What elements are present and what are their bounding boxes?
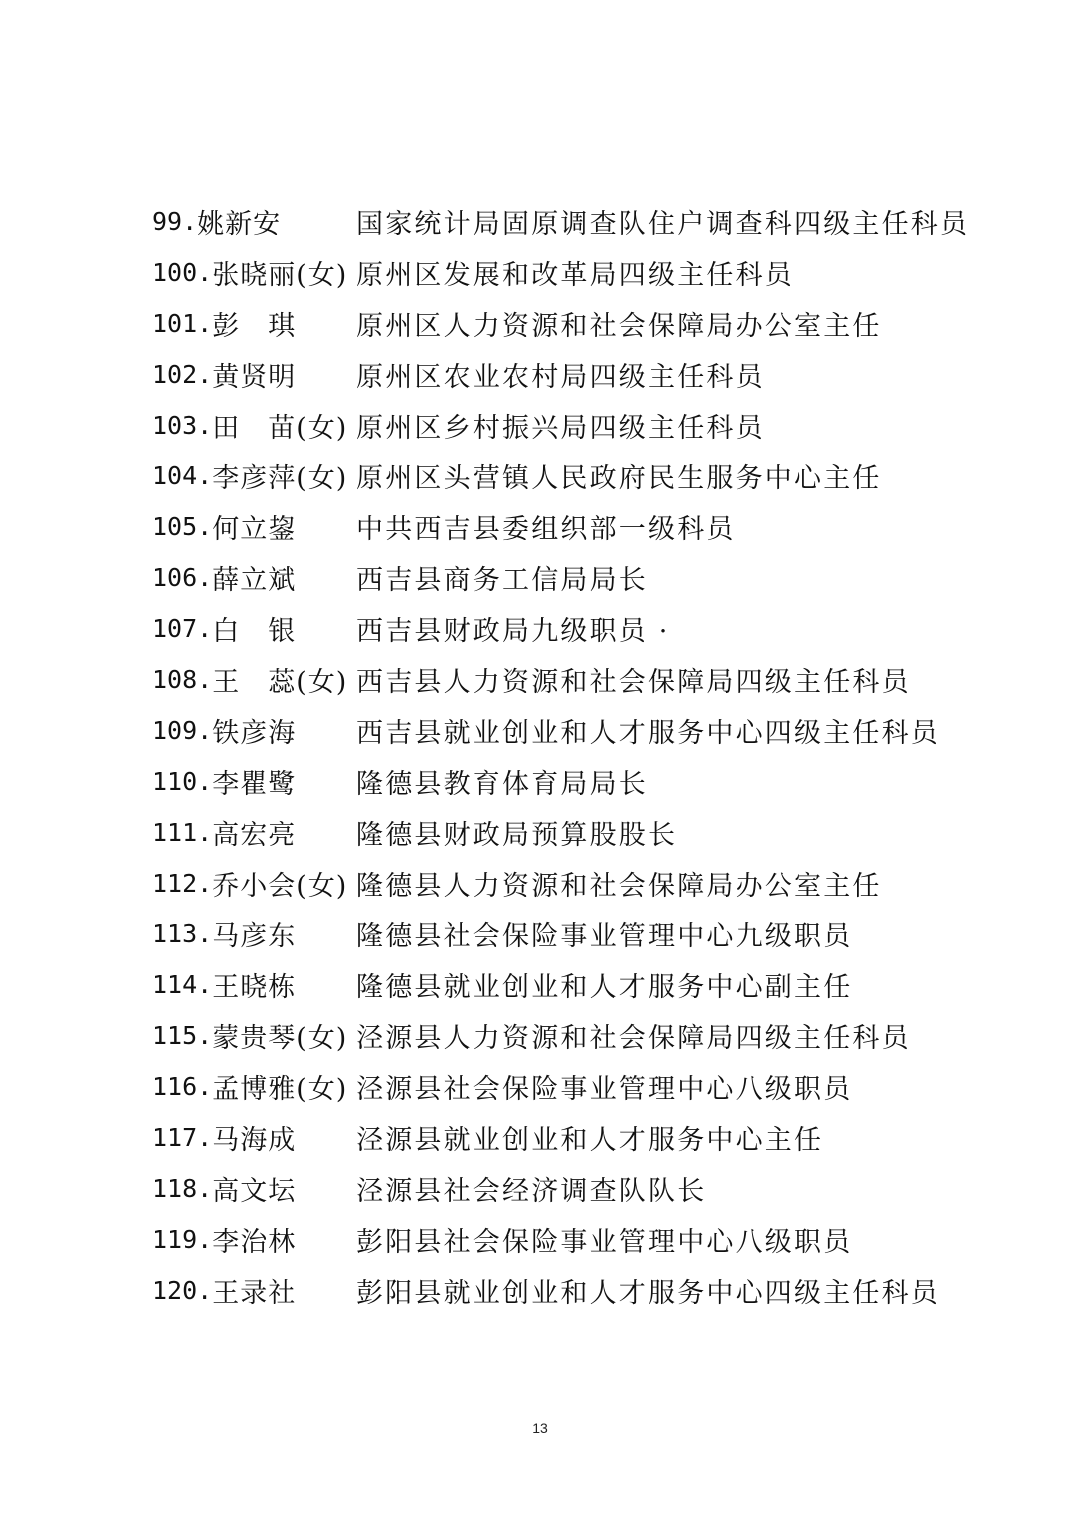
list-item	[152, 1163, 952, 1214]
entry-unit-position: 国家统计局固原调查队住户调查科四级主任科员	[356, 208, 970, 240]
list-item	[152, 807, 952, 858]
entry-name: 乔小会(女)	[212, 870, 348, 902]
entry-name: 王录社	[212, 1277, 297, 1309]
list-item-content	[152, 501, 952, 552]
entry-name: 铁彦海	[212, 717, 297, 749]
entry-unit-position: 隆德县财政局预算股股长	[356, 819, 678, 851]
list-item-content	[152, 1265, 952, 1316]
list-item	[152, 552, 952, 603]
entry-name: 孟博雅(女)	[212, 1074, 348, 1106]
entry-unit-position: 原州区农业农村局四级主任科员	[356, 361, 765, 393]
entry-unit-position: 泾源县人力资源和社会保障局四级主任科员	[356, 1023, 911, 1055]
entry-unit-position: 原州区人力资源和社会保障局办公室主任	[356, 310, 882, 342]
list-item-content	[152, 603, 952, 654]
list-item-content	[152, 298, 952, 349]
entry-name: 彭 琪	[212, 310, 297, 342]
list-item	[152, 756, 952, 807]
entry-number: 100.	[152, 257, 213, 287]
list-item-content	[152, 450, 952, 501]
list-item	[152, 196, 970, 247]
entry-name: 黄贤明	[212, 361, 297, 393]
list-item-content	[152, 400, 952, 451]
entry-name: 蒙贵琴(女)	[212, 1023, 348, 1055]
entry-number: 106.	[152, 563, 213, 593]
list-item-content	[152, 756, 952, 807]
entry-unit-position: 隆德县社会保险事业管理中心九级职员	[356, 921, 853, 953]
list-item	[152, 247, 952, 298]
entry-unit-position: 原州区乡村振兴局四级主任科员	[356, 412, 765, 444]
list-item-content	[152, 1163, 952, 1214]
entry-number: 118.	[152, 1173, 213, 1203]
entry-unit-position: 原州区头营镇人民政府民生服务中心主任	[356, 463, 882, 495]
list-item	[152, 603, 952, 654]
entry-unit-position: 隆德县教育体育局局长	[356, 768, 648, 800]
entry-name: 张晓丽(女)	[212, 259, 348, 291]
list-item-content	[152, 654, 952, 705]
entry-name: 李彦萍(女)	[212, 463, 348, 495]
entry-unit-position: 彭阳县社会保险事业管理中心八级职员	[356, 1226, 853, 1258]
entry-unit-position: 隆德县人力资源和社会保障局办公室主任	[356, 870, 882, 902]
entry-number: 120.	[152, 1275, 213, 1305]
list-item	[152, 654, 952, 705]
list-item	[152, 1010, 952, 1061]
list-item-content	[152, 349, 952, 400]
list-item-content	[152, 858, 952, 909]
entry-name: 马彦东	[212, 921, 297, 953]
entry-number: 119.	[152, 1224, 213, 1254]
list-item	[152, 1061, 952, 1112]
entry-unit-position: 中共西吉县委组织部一级科员	[356, 514, 736, 546]
entry-number: 114.	[152, 970, 213, 1000]
list-item	[152, 1265, 952, 1316]
list-item-content	[152, 959, 952, 1010]
entry-name: 姚新安	[197, 208, 282, 240]
list-item-content	[152, 1061, 952, 1112]
entry-number: 107.	[152, 614, 213, 644]
entry-unit-position: 西吉县就业创业和人才服务中心四级主任科员	[356, 717, 940, 749]
list-item	[152, 705, 952, 756]
entry-name: 马海成	[212, 1124, 297, 1156]
list-item	[152, 298, 952, 349]
entry-unit-position: 西吉县商务工信局局长	[356, 565, 648, 597]
entry-number: 105.	[152, 512, 213, 542]
list-item-content	[152, 705, 952, 756]
entry-unit-position: 泾源县社会保险事业管理中心八级职员	[356, 1074, 853, 1106]
list-item-content	[152, 908, 952, 959]
entry-name: 白 银	[212, 616, 297, 648]
list-item	[152, 450, 952, 501]
entry-unit-position: 西吉县人力资源和社会保障局四级主任科员	[356, 666, 911, 698]
list-item	[152, 1214, 952, 1265]
entry-number: 99.	[152, 206, 198, 236]
entry-number: 103.	[152, 410, 213, 440]
entry-unit-position: 原州区发展和改革局四级主任科员	[356, 259, 794, 291]
list-item	[152, 959, 952, 1010]
list-item	[152, 349, 952, 400]
list-item-content	[152, 1112, 952, 1163]
entry-unit-position: 隆德县就业创业和人才服务中心副主任	[356, 972, 853, 1004]
entry-number: 102.	[152, 359, 213, 389]
entry-name: 田 苗(女)	[212, 412, 348, 444]
entry-number: 110.	[152, 766, 213, 796]
entry-number: 101.	[152, 308, 213, 338]
entry-name: 王晓栋	[212, 972, 297, 1004]
entry-unit-position: 泾源县就业创业和人才服务中心主任	[356, 1124, 824, 1156]
entry-unit-position: 彭阳县就业创业和人才服务中心四级主任科员	[356, 1277, 940, 1309]
entry-unit-position: 西吉县财政局九级职员 ·	[356, 616, 670, 648]
entry-number: 112.	[152, 868, 213, 898]
entry-name: 高宏亮	[212, 819, 297, 851]
entry-number: 117.	[152, 1122, 213, 1152]
list-item	[152, 1112, 952, 1163]
list-item	[152, 400, 952, 451]
list-item	[152, 908, 952, 959]
personnel-list	[152, 196, 970, 1316]
entry-number: 104.	[152, 461, 213, 491]
entry-name: 高文坛	[212, 1175, 297, 1207]
entry-number: 116.	[152, 1072, 213, 1102]
entry-name: 何立鋆	[212, 514, 297, 546]
list-item-content	[152, 1214, 952, 1265]
page-number: 13	[532, 1420, 548, 1436]
entry-name: 李瞿鹭	[212, 768, 297, 800]
entry-number: 108.	[152, 664, 213, 694]
entry-number: 111.	[152, 817, 213, 847]
list-item	[152, 858, 952, 909]
entry-name: 李治林	[212, 1226, 297, 1258]
entry-unit-position: 泾源县社会经济调查队队长	[356, 1175, 707, 1207]
entry-name: 薛立斌	[212, 565, 297, 597]
list-item-content	[152, 552, 952, 603]
entry-number: 113.	[152, 919, 213, 949]
list-item-content	[152, 247, 952, 298]
entry-name: 王 蕊(女)	[212, 666, 348, 698]
entry-number: 109.	[152, 715, 213, 745]
entry-number: 115.	[152, 1021, 213, 1051]
list-item-content	[152, 1010, 952, 1061]
list-item	[152, 501, 952, 552]
list-item-content	[152, 807, 952, 858]
list-item-content	[152, 196, 970, 247]
